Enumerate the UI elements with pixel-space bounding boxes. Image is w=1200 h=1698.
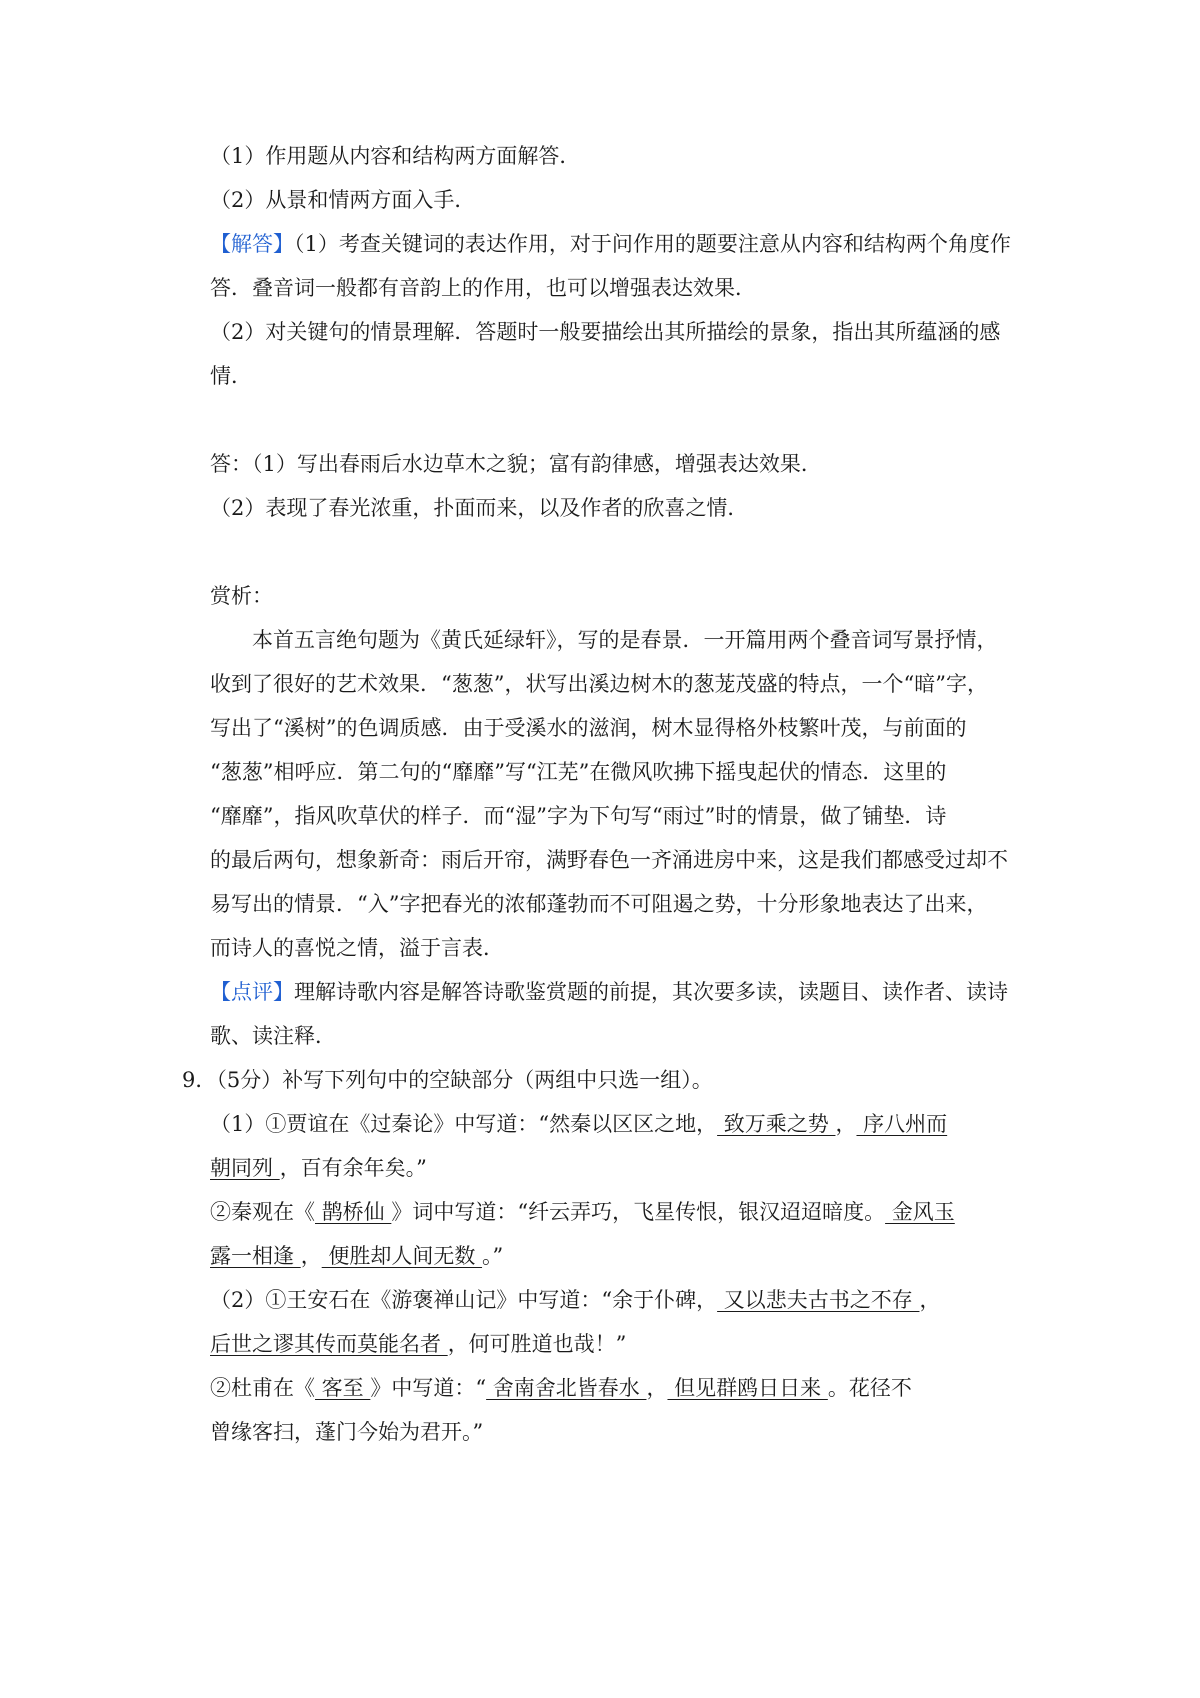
- q-text: 。花径不: [827, 1376, 912, 1400]
- appreciation-line: 本首五言绝句题为《黄氏延绿轩》，写的是春景．一开篇用两个叠音词写景抒情，: [252, 628, 998, 652]
- group1-line1: [210, 1109, 1030, 1139]
- fill-blank: 序八州而: [856, 1112, 948, 1136]
- final-answer-1: 答：（1）写出春雨后水边草木之貌；富有韵律感，增强表达效果．: [210, 452, 822, 476]
- fill-blank: 后世之谬其传而莫能名者: [210, 1332, 448, 1356]
- comment-text: 理解诗歌内容是解答诗歌鉴赏题的前提，其次要多读，读题目、读作者、读诗: [294, 980, 1008, 1004]
- fill-blank: 但见群鸥日日来: [667, 1376, 828, 1400]
- appreciation-line: 收到了很好的艺术效果．“葱葱”，状写出溪边树木的葱茏茂盛的特点，一个“暗”字，: [210, 672, 988, 696]
- answer-text: （1）考查关键词的表达作用，对于问作用的题要注意从内容和结构两个角度作: [294, 232, 1011, 256]
- fill-blank: 金风玉: [885, 1200, 955, 1224]
- answer-line: 情．: [210, 364, 252, 388]
- group2-line2: [210, 1329, 1030, 1359]
- group2-line3: [210, 1373, 1030, 1403]
- appreciation-line: “靡靡”，指风吹草伏的样子．而“湿”字为下句写“雨过”时的情景，做了铺垫．诗: [210, 804, 947, 828]
- q-text: （2）①王安石在《游褒禅山记》中写道：“余于仆碑，: [210, 1288, 718, 1312]
- group2-line4: 曾缘客扫，蓬门今始为君开。”: [210, 1420, 484, 1444]
- fill-blank: 便胜却人间无数: [321, 1244, 483, 1268]
- comment-line: 歌、读注释．: [210, 1024, 336, 1048]
- appreciation-line: 易写出的情景．“入”字把春光的浓郁蓬勃而不可阻遏之势，十分形象地表达了出来，: [210, 892, 988, 916]
- q-text: ，百有余年矣。”: [279, 1156, 427, 1180]
- fill-blank: 鹊桥仙: [315, 1200, 392, 1224]
- appreciation-line: 写出了“溪树”的色调质感．由于受溪水的滋润，树木显得格外枝繁叶茂，与前面的: [210, 716, 967, 740]
- answer-tag: 【解答】: [210, 232, 294, 256]
- q-text: ，: [835, 1112, 857, 1136]
- comment-paragraph: [210, 977, 1030, 1007]
- q-text: （1）①贾谊在《过秦论》中写道：“然秦以区区之地，: [210, 1112, 718, 1136]
- q-text: ，: [646, 1376, 668, 1400]
- appreciation-line: 的最后两句，想象新奇：雨后开帘，满野春色一齐涌进房中来，这是我们都感受过却不: [210, 848, 1008, 872]
- group1-line4: [210, 1241, 1030, 1271]
- q-text: ，: [300, 1244, 322, 1268]
- q-text: 》中写道：“: [370, 1376, 487, 1400]
- fill-blank: 客至: [315, 1376, 371, 1400]
- fill-blank: 舍南舍北皆春水: [486, 1376, 647, 1400]
- fill-blank: 朝同列: [210, 1156, 280, 1180]
- q-text: ，: [919, 1288, 941, 1312]
- answer-line: （2）对关键句的情景理解．答题时一般要描绘出其所描绘的景象，指出其所蕴涵的感: [210, 320, 1001, 344]
- fill-blank: 露一相逢: [210, 1244, 301, 1268]
- appreciation-label: 赏析：: [210, 584, 273, 608]
- fill-blank: 致万乘之势: [717, 1112, 836, 1136]
- group1-line3: [210, 1197, 1030, 1227]
- q-text: ②杜甫在《: [210, 1376, 315, 1400]
- q-text: ，何可胜道也哉！”: [447, 1332, 627, 1356]
- hint-1: （1）作用题从内容和结构两方面解答．: [210, 144, 581, 168]
- q-text: ②秦观在《: [210, 1200, 315, 1224]
- appreciation-line: “葱葱”相呼应．第二句的“靡靡”写“江芜”在微风吹拂下摇曳起伏的情态．这里的: [210, 760, 947, 784]
- group1-line2: [210, 1153, 1030, 1183]
- q-text: 》词中写道：“纤云弄巧，飞星传恨，银汉迢迢暗度。: [391, 1200, 886, 1224]
- group2-line1: [210, 1285, 1030, 1315]
- appreciation-line: 而诗人的喜悦之情，溢于言表．: [210, 936, 504, 960]
- comment-tag: 【点评】: [210, 980, 294, 1004]
- answer-paragraph-1: [210, 229, 1030, 259]
- hint-2: （2）从景和情两方面入手．: [210, 188, 476, 212]
- final-answer-2: （2）表现了春光浓重，扑面而来，以及作者的欣喜之情．: [210, 496, 749, 520]
- question-9-stem: 9．（5分）补写下列句中的空缺部分（两组中只选一组）。: [182, 1068, 713, 1092]
- answer-line: 答．叠音词一般都有音韵上的作用，也可以增强表达效果．: [210, 276, 756, 300]
- fill-blank: 又以悲夫古书之不存: [717, 1288, 920, 1312]
- q-text: 。”: [482, 1244, 504, 1268]
